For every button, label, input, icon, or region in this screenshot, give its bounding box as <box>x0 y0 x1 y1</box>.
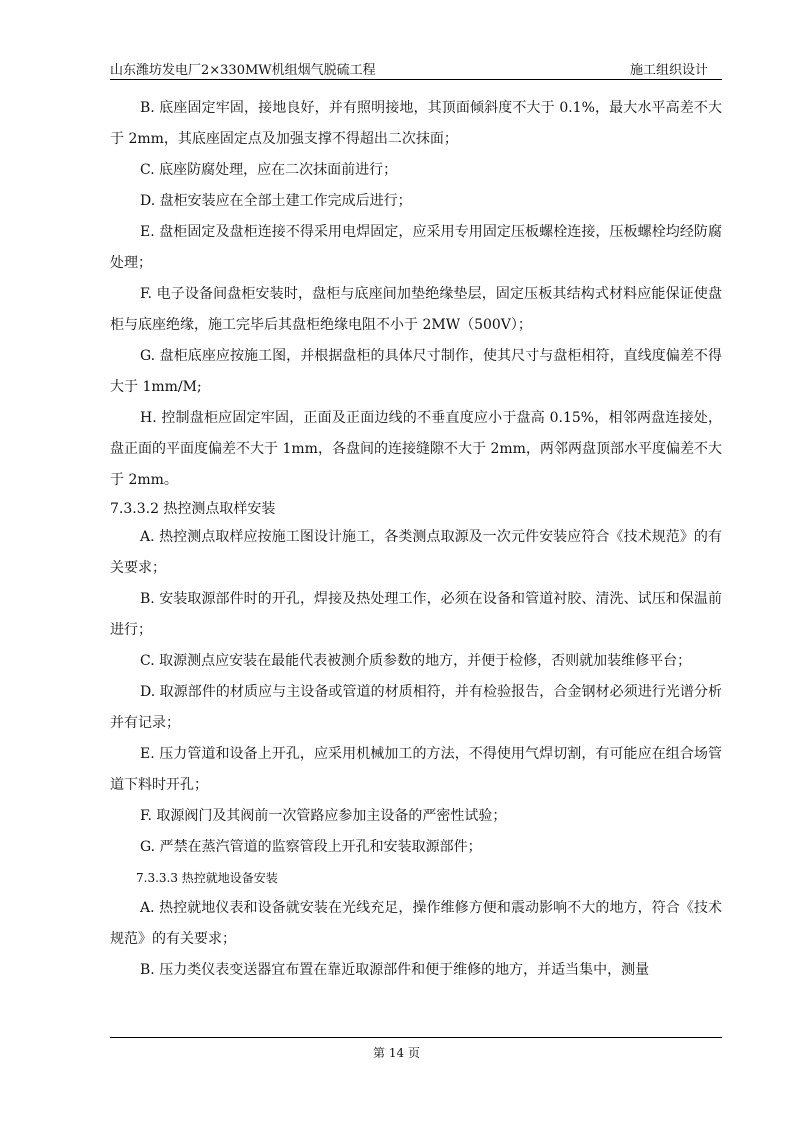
section2-item-g: G. 严禁在蒸汽管道的监察管段上开孔和安装取源部件； <box>140 839 482 855</box>
paragraph-h: H. 控制盘柜应固定牢固，正面及正面边线的不垂直度应小于盘高 0.15%，相邻两盘连接处，盘正面的平面度偏差不大于 1mm，各盘间的连接缝隙不大于 2mm，两邻两盘顶部水平度偏差不大于 2mm。 <box>110 410 722 488</box>
paragraph-b: B. 底座固定牢固，接地良好，并有照明接地，其顶面倾斜度不大于 0.1%，最大水平高差不大于 2mm，其底座固定点及加强支撑不得超出二次抹面； <box>110 100 722 147</box>
section2-item-a: A. 热控测点取样应按施工图设计施工，各类测点取源及一次元件安装应符合《技术规范》的有关要求； <box>110 529 722 576</box>
page-number: 第 14 页 <box>373 1046 420 1060</box>
footer-divider <box>110 1037 722 1038</box>
section2-item-c: C. 取源测点应安装在最能代表被测介质参数的地方，并便于检修，否则就加装维修平台； <box>140 653 692 669</box>
page-header <box>110 57 722 80</box>
section-heading-7-3-3-2: 7.3.3.2 热控测点取样安装 <box>110 501 276 517</box>
document-body <box>110 93 722 986</box>
section2-item-f: F. 取源阀门及其阀前一次管路应参加主设备的严密性试验； <box>140 808 507 824</box>
header-doc-title: 施工组织设计 <box>629 63 708 78</box>
paragraph-c: C. 底座防腐处理，应在二次抹面前进行； <box>140 162 398 178</box>
section3-item-a: A. 热控就地仪表和设备就安装在光线充足，操作维修方便和震动影响不大的地方，符合《技术规范》的有关要求； <box>110 900 722 947</box>
paragraph-f: F. 电子设备间盘柜安装时，盘柜与底座间加垫绝缘垫层，固定压板其结构式材料应能保证使盘柜与底座绝缘，施工完毕后其盘柜绝缘电阻不小于 2MW（500V）； <box>110 286 722 333</box>
paragraph-d: D. 盘柜安装应在全部土建工作完成后进行； <box>140 193 412 209</box>
section2-item-b: B. 安装取源部件时的开孔，焊接及热处理工作，必须在设备和管道衬胶、清洗、试压和保温前进行； <box>110 591 722 638</box>
paragraph-g: G. 盘柜底座应按施工图，并根据盘柜的具体尺寸制作，使其尺寸与盘柜相符，直线度偏差不得大于 1mm/M; <box>110 348 722 395</box>
paragraph-e: E. 盘柜固定及盘柜连接不得采用电焊固定，应采用专用固定压板螺栓连接，压板螺栓均经防腐处理； <box>110 224 722 271</box>
section-heading-7-3-3-3: 7.3.3.3 热控就地设备安装 <box>136 871 278 885</box>
header-project-title: 山东潍坊发电厂2×330MW机组烟气脱硫工程 <box>110 63 376 78</box>
section2-item-e: E. 压力管道和设备上开孔，应采用机械加工的方法，不得使用气焊切割，有可能应在组合场管道下料时开孔； <box>110 746 722 793</box>
section3-item-b: B. 压力类仪表变送器宜布置在靠近取源部件和便于维修的地方，并适当集中，测量 <box>140 962 650 978</box>
section2-item-d: D. 取源部件的材质应与主设备或管道的材质相符，并有检验报告，合金钢材必须进行光谱分析并有记录； <box>110 684 722 731</box>
